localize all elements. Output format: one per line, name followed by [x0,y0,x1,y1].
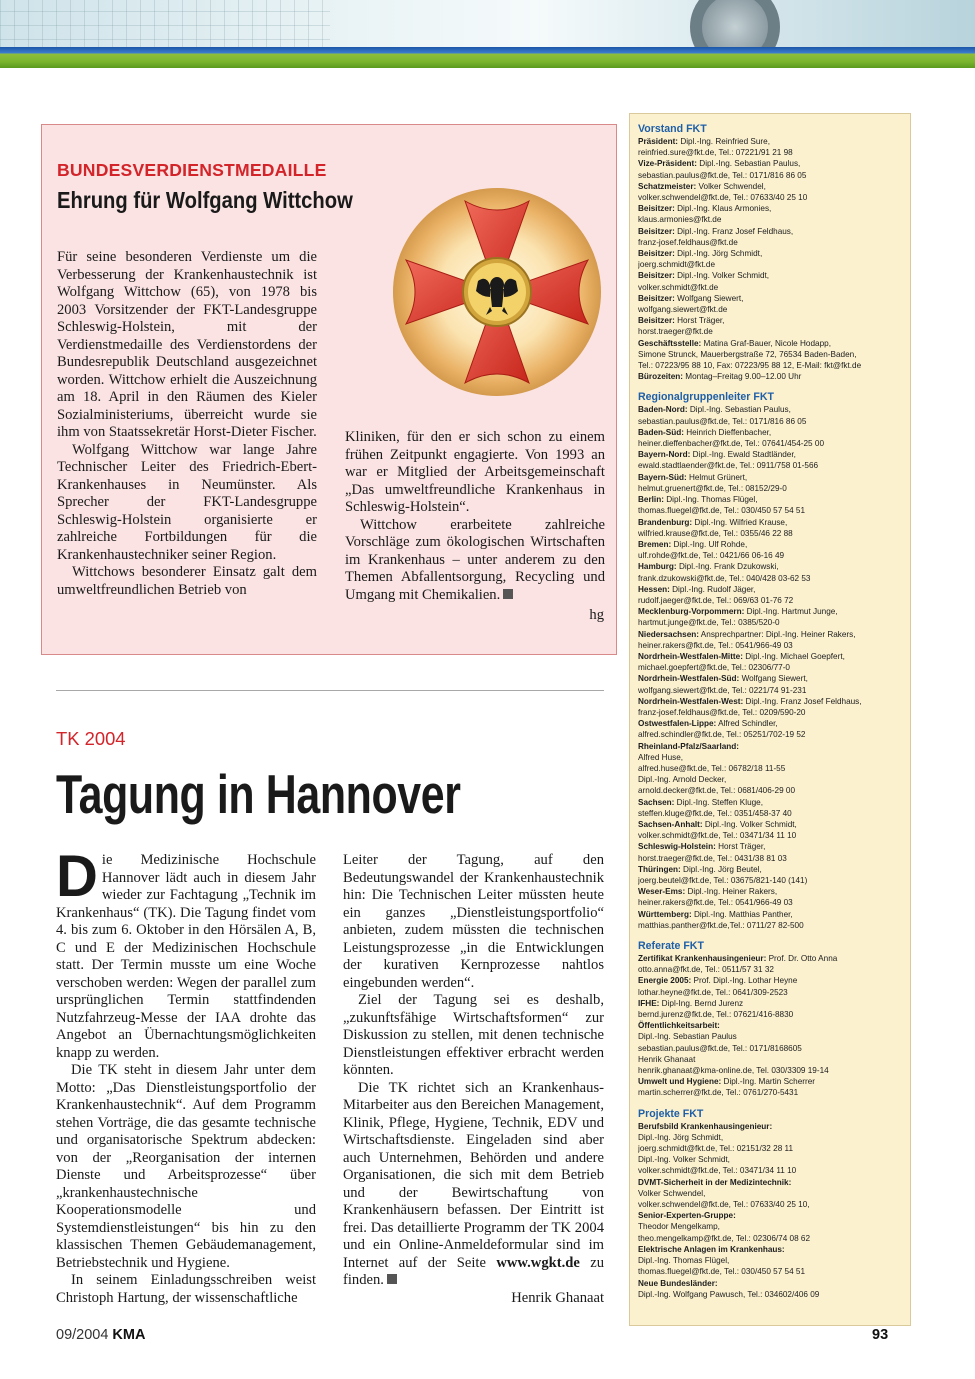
sidebar-contact-text: Wolfgang Siewert, [674,293,744,303]
sidebar-contact-label: Hamburg: [638,562,677,572]
article-lead-paragraph [56,844,316,1062]
sidebar-contact-text: Dipl.-Ing. Heiner Rakers, [685,887,778,897]
sidebar-contact-line [638,886,910,897]
page-number: 93 [872,1327,889,1343]
sidebar-contact-line [638,226,910,237]
award-signature: hg [589,607,604,623]
sidebar-contact-text: arnold.decker@fkt.de, Tel.: 0681/406-29 00 [638,786,796,796]
sidebar-contact-text: Dipl.-Ing. Sebastian Paulus, [697,159,801,169]
article-paragraph-end: zu finden. [343,1254,604,1288]
sidebar-contact-text: Volker Schwendel, [638,1188,706,1198]
sidebar-contact-text: Dipl.-Ing. Matthias Panther, [691,909,793,919]
sidebar-contact-label: Schleswig-Holstein: [638,842,716,852]
sidebar-contact-text: Montag–Freitag 9.00–12.00 Uhr [683,372,802,382]
award-column-left [57,249,317,599]
sidebar-contact-text: sebastian.paulus@fkt.de, Tel.: 0171/8168605 [638,1043,802,1053]
sidebar-contact-line [638,1199,910,1210]
award-column-right [345,429,605,604]
sidebar-contact-line [638,853,910,864]
sidebar-contact-text: heiner.dieffenbacher@fkt.de, Tel.: 07641/454-25 00 [638,439,824,449]
section-divider [56,690,604,691]
sidebar-contact-text: thomas.fluegel@fkt.de, Tel.: 030/450 57 54 51 [638,506,806,516]
sidebar-contact-line [638,270,910,281]
sidebar-contact-text: theo.mengelkamp@fkt.de, Tel.: 02306/74 08 62 [638,1233,811,1243]
sidebar-contact-line [638,1188,910,1199]
sidebar-contact-text: lothar.heyne@fkt.de, Tel.: 0641/309-2523 [638,987,788,997]
sidebar-contact-text: steffen.kluge@fkt.de, Tel.: 0351/458-37 40 [638,808,792,818]
sidebar-contact-label: Zertifikat Krankenhausingenieur: [638,954,767,964]
sidebar-contact-line [638,170,910,181]
sidebar-contact-text: Prof. Dipl.-Ing. Lothar Heyne [691,976,798,986]
sidebar-contact-label: Rheinland-Pfalz/Saarland: [638,741,739,751]
sidebar-contact-text: Dipl.-Ing. Reinfried Sure, [678,137,770,146]
sidebar-contact-text: martin.scherrer@fkt.de, Tel.: 0761/270-5431 [638,1088,799,1098]
drop-cap: D [56,844,98,909]
sidebar-contact-label: Sachsen: [638,797,675,807]
sidebar-contact-text: Dipl.-Ing. Thomas Flügel, [663,495,758,505]
sidebar-contact-line [638,248,910,259]
sidebar-contact-line [638,595,910,606]
fkt-contacts-sidebar [629,113,911,1326]
sidebar-contact-text: Henrik Ghanaat [638,1054,696,1064]
sidebar-contact-line [638,1043,910,1054]
sidebar-contact-line [638,550,910,561]
sidebar-contact-line [638,1143,910,1154]
sidebar-contact-line [638,203,910,214]
sidebar-contact-text: joerg.schmidt@fkt.de [638,260,716,270]
article-paragraph: Ziel der Tagung sei es deshalb, „zukunftsfähige Wirtschaftsformen“ zur Diskussion zu stellen, mit denen technische Dienstleistungen effektiver erbracht werden könnten. [343,992,604,1078]
sidebar-contact-line [638,214,910,225]
sidebar-contact-line [638,1132,910,1143]
sidebar-contact-line [638,1165,910,1176]
sidebar-contact-text: Dipl.-Ing. Sebastian Paulus, [687,405,791,415]
sidebar-contact-line [638,158,910,169]
article-paragraph: Leiter der Tagung, auf den Bedeutungswandel der Krankenhaustechnik hin: Die Technischen Leiter müssten heute ein ganzes „Dienstleistungsportfolio“ anbieten, zudem müssten die technischen Leistungsprozesse „in die Entwicklungen der kurativen Kernprozesse nahtlos eingebunden werden“. [343,852,604,991]
sidebar-contact-line [638,1210,910,1221]
sidebar-contact-line [638,360,910,371]
sidebar-contact-label: Nordrhein-Westfalen-West: [638,696,744,706]
sidebar-contact-line [638,1031,910,1042]
article-paragraph: In seinem Einladungsschreiben weist Christoph Hartung, der wissenschaftliche [56,1272,316,1306]
sidebar-contact-label: Vize-Präsident: [638,159,697,169]
sidebar-contact-label: Bremen: [638,539,672,549]
sidebar-contact-line [638,741,910,752]
sidebar-contact-label: Beisitzer: [638,316,675,326]
sidebar-contact-label: Baden-Süd: [638,427,684,437]
sidebar-section-title: Vorstand FKT [638,123,707,135]
sidebar-contact-line [638,338,910,349]
sidebar-contact-text: henrik.ghanaat@kma-online.de, Tel. 030/3309 19-14 [638,1066,829,1076]
sidebar-contact-line [638,707,910,718]
sidebar-contact-label: Bayern-Süd: [638,472,687,482]
sidebar-contact-line [638,1244,910,1255]
sidebar-contact-line [638,561,910,572]
sidebar-contact-line [638,192,910,203]
sidebar-contact-line [638,797,910,808]
sidebar-contact-label: DVMT-Sicherheit in der Medizintechnik: [638,1177,792,1187]
sidebar-contact-line [638,987,910,998]
sidebar-contact-line [638,371,910,382]
sidebar-contact-line [638,617,910,628]
sidebar-contact-text: reinfried.sure@fkt.de, Tel.: 07221/91 21 98 [638,148,793,158]
sidebar-contact-text: Dipl.-Ing. Volker Schmidt, [674,271,770,281]
sidebar-section [638,391,910,931]
award-paragraph-final [345,517,605,605]
sidebar-contact-label: Beisitzer: [638,293,675,303]
sidebar-contact-line [638,1009,910,1020]
sidebar-contact-label: Bürozeiten: [638,372,684,382]
sidebar-contact-line [638,696,910,707]
sidebar-contact-label: Hessen: [638,584,670,594]
sidebar-section-title: Referate FKT [638,940,704,953]
sidebar-contact-line [638,1177,910,1188]
sidebar-contact-line [638,505,910,516]
sidebar-contact-line [638,404,910,415]
magazine-name: KMA [112,1327,146,1343]
sidebar-contact-text: Dipl.-Ing. Volker Schmidt, [638,1155,730,1165]
sidebar-contact-line [638,304,910,315]
sidebar-contact-line [638,517,910,528]
sidebar-contact-line [638,483,910,494]
sidebar-contact-line [638,685,910,696]
award-kicker: BUNDESVERDIENSTMEDAILLE [57,160,327,180]
sidebar-contact-label: Thüringen: [638,864,681,874]
sidebar-contact-text: heiner.rakers@fkt.de, Tel.: 0541/966-49 03 [638,640,793,650]
sidebar-contact-line [638,460,910,471]
sidebar-contact-line [638,438,910,449]
sidebar-contact-text: volker.schwendel@fkt.de, Tel.: 07633/40 25 10 [638,193,808,203]
sidebar-contact-label: Beisitzer: [638,204,675,214]
sidebar-contact-text: joerg.schmidt@fkt.de, Tel.: 02151/32 28 11 [638,1144,794,1154]
sidebar-contact-text: ulf.rohde@fkt.de, Tel.: 0421/66 06-16 49 [638,551,785,561]
sidebar-contact-line [638,752,910,763]
sidebar-contact-label: Bayern-Nord: [638,450,691,460]
award-feature-box [41,124,617,655]
sidebar-contact-text: wilfried.krause@fkt.de, Tel.: 0355/46 22 88 [638,528,793,538]
sidebar-contact-text: Alfred Huse, [638,752,684,762]
sidebar-contact-line [638,293,910,304]
sidebar-contact-line [638,416,910,427]
sidebar-contact-line [638,662,910,673]
sidebar-contact-text: Horst Träger, [674,316,725,326]
sidebar-contact-line [638,539,910,550]
sidebar-contact-line [638,841,910,852]
sidebar-contact-label: IFHE: [638,998,660,1008]
sidebar-contact-text: Dipl.-Ing. Steffen Kluge, [674,797,764,807]
article-column-left [56,844,316,1307]
sidebar-contact-label: Beisitzer: [638,249,675,259]
sidebar-contact-text: hartmut.junge@fkt.de, Tel.: 0385/520-0 [638,618,780,628]
sidebar-contact-line [638,181,910,192]
sidebar-contact-text: Dipl.-Ing. Wilfried Krause, [692,517,788,527]
sidebar-contact-text: Dipl.-Ing. Ewald Stadtländer, [690,450,796,460]
sidebar-contact-line [638,449,910,460]
sidebar-contact-line [638,1076,910,1087]
sidebar-contact-text: michael.goepfert@fkt.de, Tel.: 02306/77-0 [638,663,790,673]
sidebar-contact-text: ewald.stadtlaender@fkt.de, Tel.: 0911/758 01-566 [638,461,819,471]
sidebar-contact-line [638,718,910,729]
sidebar-contact-text: alfred.huse@fkt.de, Tel.: 06782/18 11-55 [638,763,786,773]
article-paragraph-text: Die TK richtet sich an Krankenhaus-Mitarbeiter aus den Bereichen Management, Klinik, Pflege, Hygiene, Technik, EDV und Wirtschaftsdienste. Eingeladen sind aber auch Unternehmen, Behörden und andere Organisationen, die sich mit dem Betrieb und der Bewirtschaftung von Krankenhäusern befassen. Der Eintritt ist frei. Das detaillierte Programm der TK 2004 und ein Online-Anmeldeformular sind im Internet auf der Seite [343,1079,604,1271]
award-paragraph: Für seine besonderen Verdienste um die Verbesserung der Krankenhaustechnik ist Wolfgang Wittchow (65), von 1978 bis 2003 Vorsitzender der FKT-Landesgruppe Schleswig-Holstein, mit der Verdienstmedaille des Verdienstordens der Bundesrepublik Deutschland ausgezeichnet worden. Wittchow erhielt die Auszeichnung am 18. April in den Räumen des Kieler Sozialministeriums, überreicht wurde sie ihm von Staatssekretär Horst-Dieter Fischer. [57,249,317,440]
sidebar-contact-text: Dipl.-Ing. Franz Josef Feldhaus, [743,696,862,706]
sidebar-contact-line [638,1020,910,1031]
sidebar-contact-text: Dipl-Ing. Bernd Jurenz [659,998,744,1008]
sidebar-contact-line [638,964,910,975]
sidebar-contact-text: horst.traeger@fkt.de, Tel.: 0431/38 81 03 [638,853,787,863]
sidebar-contact-label: Umwelt und Hygiene: [638,1077,722,1087]
sidebar-contact-text: Dipl.-Ing. Martin Scherrer [721,1077,815,1087]
sidebar-contact-line [638,953,910,964]
sidebar-contact-line [638,282,910,293]
sidebar-contact-line [638,640,910,651]
sidebar-contact-label: Öffentlichkeitsarbeit: [638,1021,720,1031]
sidebar-contact-text: rudolf.jaeger@fkt.de, Tel.: 069/63 01-76 72 [638,595,794,605]
article-headline: Tagung in Hannover [56,763,461,825]
sidebar-section-title: Projekte FKT [638,1107,704,1120]
sidebar-contact-line [638,494,910,505]
sidebar-contact-line [638,875,910,886]
sidebar-contact-text: otto.anna@fkt.de, Tel.: 0511/57 31 32 [638,965,774,975]
sidebar-contact-line [638,729,910,740]
sidebar-contact-text: volker.schmidt@fkt.de, Tel.: 03471/34 11 10 [638,831,797,841]
sidebar-contact-text: Dipl.-Ing. Ulf Rohde, [671,539,748,549]
sidebar-contact-label: Präsident: [638,137,679,146]
sidebar-contact-line [638,975,910,986]
sidebar-contact-line [638,785,910,796]
sidebar-contact-line [638,237,910,248]
sidebar-contact-text: joerg.beutel@fkt.de, Tel.: 03675/821-140 (141) [638,876,808,885]
sidebar-contact-text: Wolfgang Siewert, [739,674,808,684]
sidebar-contact-text: Dipl.-Ing. Jörg Schmidt, [638,1132,724,1142]
award-paragraph: Wittchows besonderer Einsatz galt dem umweltfreundlichen Betrieb von [57,564,317,598]
sidebar-contact-text: volker.schmidt@fkt.de [638,282,719,292]
sidebar-section [638,1108,910,1300]
sidebar-contact-label: Beisitzer: [638,226,675,236]
sidebar-contact-line [638,259,910,270]
sidebar-contact-label: Mecklenburg-Vorpommern: [638,607,745,617]
sidebar-contact-line [638,819,910,830]
sidebar-contact-line [638,1266,910,1277]
sidebar-contact-line [638,1087,910,1098]
sidebar-contact-line [638,573,910,584]
sidebar-contact-text: Dipl.-Ing. Frank Dzukowski, [676,562,779,572]
sidebar-contact-line [638,528,910,539]
sidebar-contact-line [638,1154,910,1165]
issue-date: 09/2004 [56,1327,109,1343]
sidebar-contact-text: Dipl.-Ing. Hartmut Junge, [744,607,838,617]
sidebar-contact-label: Energie 2005: [638,976,692,986]
sidebar-contact-text: franz-josef.feldhaus@fkt.de, Tel.: 0209/590-20 [638,707,806,717]
article-lead-text: ie Medizinische Hochschule Hannover lädt auch in diesem Jahr wieder zur Fachtagung „Technik im Krankenhaus“ (TK). Die Tagung findet vom 4. bis zum 6. Oktober in den Hörsälen A, B, C und E der Medizinischen Hochschule statt. Der Termin musste um eine Woche verschoben werden: Wegen der parallel zum ursprünglichen Termin stattfindenden Nutzfahrzeug-Messe der IAA drohte das Angebot an Übernachtungsmöglichkeiten knapp zu werden. [56,852,316,1061]
sidebar-contact-label: Nordrhein-Westfalen-Süd: [638,674,740,684]
sidebar-contact-line [638,774,910,785]
sidebar-contact-line [638,909,910,920]
article-paragraph-final [343,1080,604,1290]
sidebar-contact-text: Dipl.-Ing. Sebastian Paulus [638,1032,737,1042]
sidebar-contact-label: Niedersachsen: [638,629,699,639]
sidebar-contact-text: helmut.gruenert@fkt.de, Tel.: 08152/29-0 [638,483,787,493]
sidebar-contact-text: volker.schmidt@fkt.de, Tel.: 03471/34 11 10 [638,1166,797,1176]
banner-stripe [0,47,975,68]
sidebar-contact-text: Dipl.-Ing. Wolfgang Pawusch, Tel.: 034602/406 09 [638,1289,820,1299]
sidebar-contact-text: thomas.fluegel@fkt.de, Tel.: 030/450 57 54 51 [638,1267,806,1277]
sidebar-contact-label: Senior-Experten-Gruppe: [638,1211,736,1221]
sidebar-contact-line [638,1221,910,1232]
sidebar-section [638,940,910,1099]
sidebar-contact-line [638,629,910,640]
sidebar-contact-text: Simone Strunck, Mauerbergstraße 72, 76534 Baden-Baden, [638,349,857,359]
sidebar-contact-label: Baden-Nord: [638,405,688,415]
sidebar-contact-text: wolfgang.siewert@fkt.de [638,305,728,315]
sidebar-contact-line [638,472,910,483]
sidebar-contact-line [638,136,910,147]
sidebar-contact-line [638,1065,910,1076]
sidebar-contact-text: Dipl.-Ing. Thomas Flügel, [638,1256,730,1266]
sidebar-contact-text: Dipl.-Ing. Volker Schmidt, [702,819,797,829]
article-paragraph: Die TK steht in diesem Jahr unter dem Motto: „Das Dienstleistungsportfolio der Krankenhaustechnik“. Auf dem Programm stehen Vorträge, die das gesamte technische und organisatorische Spektrum abdecken: von der „Reorganisation der internen Dienste und Arbeitsprozesse“ über „krankenhaustechnische Kooperationsmodelle und Systemdienstleistungen“ bis hin zu den klassischen Themen Gebäudemanagement, Betriebstechnik und Hygiene. [56,1062,316,1271]
award-paragraph: Wolfgang Wittchow war lange Jahre Technischer Leiter des Friedrich-Ebert-Krankenhauses in Neumünster. Als Sprecher der FKT-Landesgruppe Schleswig-Holstein organisierte er zahlreiche Fortbildungen für die Krankenhaustechniker seiner Region. [57,441,317,563]
sidebar-contact-line [638,808,910,819]
sidebar-contact-line [638,830,910,841]
article-column-right [343,852,604,1307]
sidebar-contact-label: Berufsbild Krankenhausingenieur: [638,1121,773,1131]
sidebar-contact-text: Prof. Dr. Otto Anna [766,954,838,964]
sidebar-contact-text: Horst Träger, [715,842,766,852]
sidebar-contact-line [638,897,910,908]
sidebar-contact-line [638,1278,910,1289]
sidebar-contact-line [638,1255,910,1266]
sidebar-contact-line [638,1233,910,1244]
sidebar-contact-line [638,427,910,438]
sidebar-contact-text: wolfgang.siewert@fkt.de, Tel.: 0221/74 91-231 [638,685,807,695]
sidebar-contact-text: Dipl.-Ing. Arnold Decker, [638,775,727,785]
sidebar-contact-label: Weser-Ems: [638,887,686,897]
sidebar-contact-line [638,763,910,774]
sidebar-contact-line [638,998,910,1009]
sidebar-contact-label: Sachsen-Anhalt: [638,819,703,829]
website-link[interactable]: www.wgkt.de [496,1254,580,1271]
sidebar-contact-label: Berlin: [638,495,664,505]
sidebar-contact-line [638,1121,910,1132]
sidebar-contact-text: Dipl.-Ing. Rudolf Jäger, [669,584,756,594]
end-mark-icon [387,1274,397,1284]
sidebar-contact-line [638,147,910,158]
sidebar-contact-label: Geschäftsstelle: [638,338,702,348]
sidebar-contact-line [638,920,910,931]
sidebar-contact-label: Württemberg: [638,909,692,919]
sidebar-contact-label: Schatzmeister: [638,181,697,191]
sidebar-contact-label: Ostwestfalen-Lippe: [638,719,717,729]
sidebar-contact-text: Dipl.-Ing. Michael Goepfert, [742,651,845,661]
award-headline: Ehrung für Wolfgang Wittchow [57,187,353,213]
end-mark-icon [503,589,513,599]
medal-image [390,185,604,399]
sidebar-contact-text: klaus.armonies@fkt.de [638,215,722,225]
sidebar-contact-text: horst.traeger@fkt.de [638,327,713,337]
sidebar-section-title: Regionalgruppenleiter FKT [638,391,774,404]
header-banner-image [0,0,975,68]
sidebar-section [638,123,910,382]
sidebar-contact-text: Theodor Mengelkamp, [638,1222,720,1232]
sidebar-contact-text: heiner.rakers@fkt.de, Tel.: 0541/966-49 03 [638,898,793,908]
sidebar-contact-line [638,651,910,662]
sidebar-contact-text: Dipl.-Ing. Franz Josef Feldhaus, [674,226,794,236]
sidebar-contact-label: Elektrische Anlagen im Krankenhaus: [638,1244,785,1254]
sidebar-contact-line [638,315,910,326]
sidebar-contact-text: Helmut Grünert, [686,472,748,482]
sidebar-contact-text: franz-josef.feldhaus@fkt.de [638,237,738,247]
sidebar-contact-line [638,673,910,684]
sidebar-contact-line [638,864,910,875]
sidebar-contact-text: Dipl.-Ing. Jörg Beutel, [680,864,762,874]
sidebar-contact-text: bernd.jurenz@fkt.de, Tel.: 07621/416-8830 [638,1010,794,1020]
sidebar-contact-text: frank.dzukowski@fkt.de, Tel.: 040/428 03-62 53 [638,573,811,583]
footer-issue [56,1327,145,1343]
award-paragraph-text: Wittchow erarbeitete zahlreiche Vorschläge zum ökologischen Wirtschaften im Krankenhaus – unter anderem zu den Themen Abfallentsorgung, Recycling und Umgang mit Chemikalien. [345,516,605,603]
sidebar-contact-text: Volker Schwendel, [696,181,766,191]
article-signature: Henrik Ghanaat [511,1289,604,1306]
sidebar-contact-text: Dipl.-Ing. Klaus Armonies, [674,204,772,214]
sidebar-contact-label: Neue Bundesländer: [638,1278,718,1288]
sidebar-contact-text: matthias.panther@fkt.de,Tel.: 0711/27 82-500 [638,920,804,930]
sidebar-contact-text: volker.schwendel@fkt.de, Tel.: 07633/40 25 10, [638,1200,810,1210]
award-paragraph: Kliniken, für den er sich schon zu einem frühen Zeitpunkt engagierte. Von 1993 an war er Mitglied der Arbeitsgemeinschaft „Das umweltfreundliche Krankenhaus in Schleswig-Holstein“. [345,429,605,515]
article-kicker: TK 2004 [56,728,126,749]
sidebar-contact-line [638,349,910,360]
sidebar-contact-line [638,584,910,595]
sidebar-contact-line [638,1054,910,1065]
sidebar-contact-text: Matina Graf-Bauer, Nicole Hodapp, [701,338,831,348]
sidebar-contact-label: Nordrhein-Westfalen-Mitte: [638,651,743,661]
sidebar-contact-text: sebastian.paulus@fkt.de, Tel.: 0171/816 86 05 [638,170,807,180]
sidebar-contact-line [638,606,910,617]
sidebar-contact-text: Ansprechpartner: Dipl.-Ing. Heiner Rakers, [698,629,856,639]
sidebar-contact-text: alfred.schindler@fkt.de, Tel.: 05251/702-19 52 [638,730,806,740]
sidebar-contact-text: Heinrich Dieffenbacher, [683,427,772,437]
sidebar-contact-line [638,1289,910,1300]
sidebar-contact-line [638,326,910,337]
sidebar-contact-text: Dipl.-Ing. Jörg Schmidt, [674,249,763,259]
sidebar-contact-label: Beisitzer: [638,271,675,281]
sidebar-contact-label: Brandenburg: [638,517,693,527]
sidebar-contact-text: Alfred Schindler, [716,719,778,729]
sidebar-sections [638,123,910,1300]
sidebar-contact-text: Tel.: 07223/95 88 10, Fax: 07223/95 88 12, E-Mail: fkt@fkt.de [638,361,862,371]
sidebar-contact-text: sebastian.paulus@fkt.de, Tel.: 0171/816 86 05 [638,416,807,426]
